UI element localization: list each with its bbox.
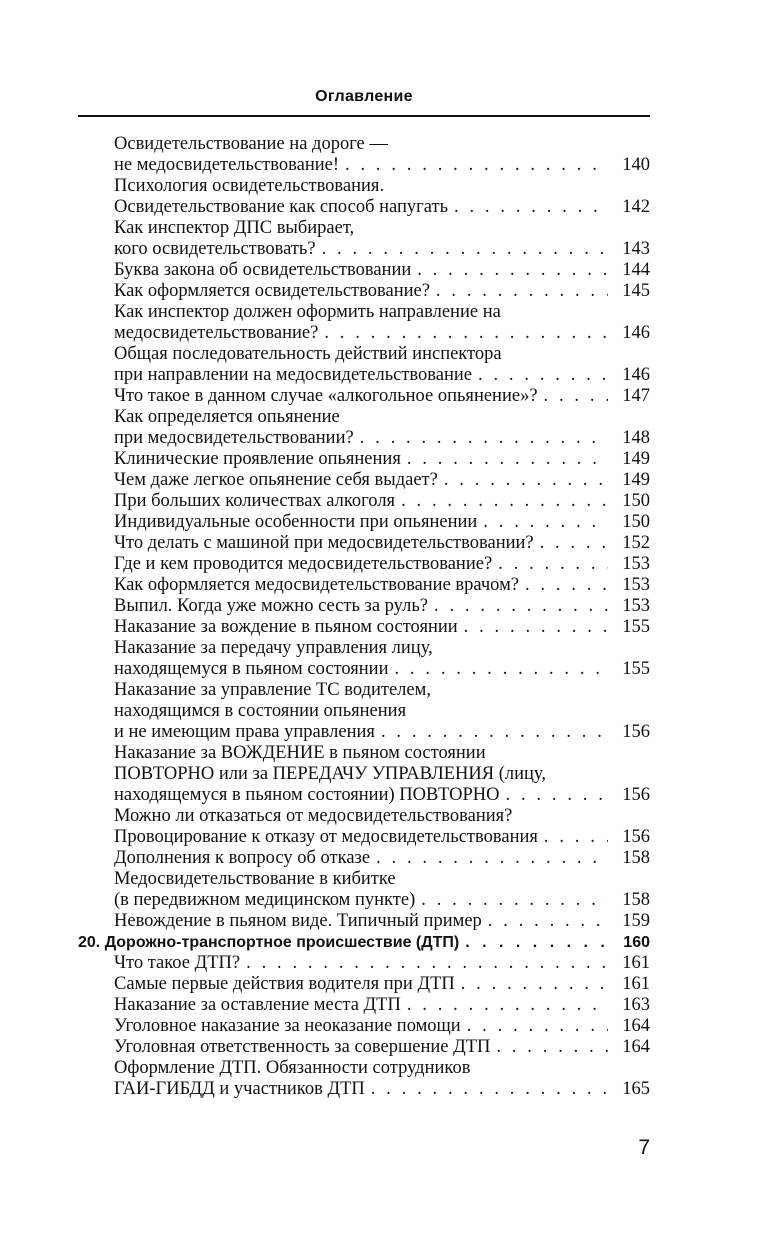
toc-entry-title: Наказание за оставление места ДТП <box>114 995 401 1015</box>
toc-entry <box>78 554 650 575</box>
toc-entry-line <box>78 785 650 806</box>
dot-leader <box>407 449 608 470</box>
dot-leader <box>498 554 608 575</box>
toc-entry-title: При больших количествах алкоголя <box>114 491 396 511</box>
toc-entry-line <box>78 638 650 659</box>
toc-entry-title: ПОВТОРНО или за ПЕРЕДАЧУ УПРАВЛЕНИЯ (лицу, <box>114 764 546 784</box>
toc-entry-title: ГАИ-ГИБДД и участников ДТП <box>114 1079 365 1099</box>
toc-page-number: 163 <box>622 995 650 1015</box>
toc-entry-title: Как инспектор ДПС выбирает, <box>114 218 355 238</box>
toc-entry-line <box>78 974 650 995</box>
toc-page-number: 149 <box>622 470 650 490</box>
toc-chapter <box>78 932 650 953</box>
toc-entry <box>78 134 650 176</box>
toc-entry <box>78 1037 650 1058</box>
toc-entry-title: при медосвидетельствовании? <box>114 428 354 448</box>
toc-entry <box>78 995 650 1016</box>
toc-entry <box>78 743 650 806</box>
toc-page-number: 145 <box>622 281 650 301</box>
toc-entry-line <box>78 827 650 848</box>
toc-entry-line <box>78 680 650 701</box>
dot-leader <box>401 491 608 512</box>
toc-entry <box>78 806 650 848</box>
toc-entry <box>78 218 650 260</box>
toc-page-number: 147 <box>622 386 650 406</box>
dot-leader <box>322 239 608 260</box>
toc-entry <box>78 680 650 743</box>
toc-page-number: 143 <box>622 239 650 259</box>
page-number: 7 <box>638 1136 650 1159</box>
toc-entry-line <box>78 1079 650 1100</box>
toc-entry-title: Самые первые действия водителя при ДТП <box>114 974 455 994</box>
toc-entry <box>78 533 650 554</box>
toc-entry <box>78 848 650 869</box>
toc-page-number: 144 <box>622 260 650 280</box>
toc-entry-line <box>78 218 650 239</box>
toc-entry-title: Что такое ДТП? <box>114 953 241 973</box>
dot-leader <box>434 596 608 617</box>
toc-entry-title: Буква закона об освидетельствовании <box>114 260 412 280</box>
toc-entry-line <box>78 491 650 512</box>
toc-entry-line <box>78 197 650 218</box>
toc-entry-title: Провоцирование к отказу от медосвидетельствования <box>114 827 538 847</box>
toc-entry-title: Медосвидетельствование в кибитке <box>114 869 396 889</box>
toc-entry-title: Что такое в данном случае «алкогольное опьянение»? <box>114 386 538 406</box>
toc-entry-line <box>78 281 650 302</box>
dot-leader <box>421 890 608 911</box>
dot-leader <box>478 365 608 386</box>
toc-entry-line <box>78 323 650 344</box>
toc-page-number: 150 <box>622 491 650 511</box>
toc-entry-title: Индивидуальные особенности при опьянении <box>114 512 478 532</box>
toc-entry-title: находящемуся в пьяном состоянии <box>114 659 389 679</box>
toc-page-number: 161 <box>622 974 650 994</box>
toc-entry-line <box>78 806 650 827</box>
toc-entry-title: кого освидетельствовать? <box>114 239 316 259</box>
toc-entry-line <box>78 848 650 869</box>
toc-page-number: 153 <box>622 575 650 595</box>
toc-entry-title: Наказание за управление ТС водителем, <box>114 680 431 700</box>
dot-leader <box>496 1037 608 1058</box>
toc-entry <box>78 974 650 995</box>
toc-entry-line <box>78 1058 650 1079</box>
toc-page-number: 155 <box>622 659 650 679</box>
dot-leader <box>436 281 608 302</box>
page-header-title: Оглавление <box>315 88 413 105</box>
toc-page-number: 164 <box>622 1037 650 1057</box>
toc-entry-title: Наказание за вождение в пьяном состоянии <box>114 617 458 637</box>
toc-entry-line <box>78 1037 650 1058</box>
toc-entry-title: находящемуся в пьяном состоянии) ПОВТОРНО <box>114 785 500 805</box>
dot-leader <box>467 1016 608 1037</box>
toc-entry-title: Выпил. Когда уже можно сесть за руль? <box>114 596 429 616</box>
toc-entry-title: находящимся в состоянии опьянения <box>114 701 407 721</box>
dot-leader <box>525 575 608 596</box>
dot-leader <box>324 323 608 344</box>
toc-page-number: 156 <box>622 827 650 847</box>
toc-entry-line <box>78 407 650 428</box>
toc-entry <box>78 449 650 470</box>
toc-entry <box>78 638 650 680</box>
toc-entry-title: Чем даже легкое опьянение себя выдает? <box>114 470 438 490</box>
toc-page-number: 153 <box>622 596 650 616</box>
toc-page-number: 160 <box>623 934 650 951</box>
dot-leader <box>540 533 608 554</box>
toc-entry <box>78 386 650 407</box>
toc-page-number: 152 <box>622 533 650 553</box>
dot-leader <box>464 617 608 638</box>
toc-entry-line <box>78 176 650 197</box>
toc-entry <box>78 617 650 638</box>
toc-entry <box>78 281 650 302</box>
toc-entry-line <box>78 428 650 449</box>
toc-page-number: 155 <box>622 617 650 637</box>
toc-entry-title: Психология освидетельствования. <box>114 176 385 196</box>
toc-page-number: 161 <box>622 953 650 973</box>
toc-entry-line <box>78 575 650 596</box>
toc-entry-title: Наказание за передачу управления лицу, <box>114 638 433 658</box>
toc-entry-line <box>78 953 650 974</box>
toc-page-number: 158 <box>622 848 650 868</box>
toc-entry-line <box>78 890 650 911</box>
toc-entry <box>78 1016 650 1037</box>
toc-entry-line <box>78 764 650 785</box>
toc-entry-line <box>78 134 650 155</box>
toc-entry <box>78 596 650 617</box>
toc-entry-line <box>78 722 650 743</box>
dot-leader <box>506 785 608 806</box>
dot-leader <box>544 386 608 407</box>
dot-leader <box>465 932 608 953</box>
toc-entry-title: (в передвижном медицинском пункте) <box>114 890 416 910</box>
toc-entry-title: Невождение в пьяном виде. Типичный пример <box>114 911 482 931</box>
toc-page-number: 146 <box>622 365 650 385</box>
toc-entry-line <box>78 470 650 491</box>
toc-page-number: 142 <box>622 197 650 217</box>
toc-entry <box>78 302 650 344</box>
toc-entry <box>78 260 650 281</box>
dot-leader <box>407 995 608 1016</box>
toc-entry-line <box>78 617 650 638</box>
toc-entry-title: Как инспектор должен оформить направление на <box>114 302 501 322</box>
toc-page-number: 156 <box>622 722 650 742</box>
toc-entry-line <box>78 260 650 281</box>
dot-leader <box>544 827 608 848</box>
toc-entry <box>78 407 650 449</box>
toc-entry <box>78 512 650 533</box>
toc-entry-line <box>78 302 650 323</box>
dot-leader <box>454 197 608 218</box>
toc-entry-line <box>78 596 650 617</box>
toc-entry <box>78 470 650 491</box>
dot-leader <box>360 428 608 449</box>
toc-entry <box>78 1058 650 1100</box>
toc-entry <box>78 911 650 932</box>
toc-entry-line <box>78 911 650 932</box>
toc-page-number: 140 <box>622 155 650 175</box>
toc-entry-line <box>78 554 650 575</box>
toc-page-number: 158 <box>622 890 650 910</box>
toc-entry-title: Как определяется опьянение <box>114 407 340 427</box>
toc-page-number: 149 <box>622 449 650 469</box>
toc-entry-line <box>78 365 650 386</box>
toc-entry <box>78 176 650 218</box>
toc-entry <box>78 344 650 386</box>
toc-entry-line <box>78 386 650 407</box>
dot-leader <box>371 1079 608 1100</box>
toc-entry-line <box>78 995 650 1016</box>
dot-leader <box>246 953 608 974</box>
toc-entry-title: Можно ли отказаться от медосвидетельствования? <box>114 806 513 826</box>
toc-entry-line <box>78 344 650 365</box>
toc-entry-line <box>78 239 650 260</box>
toc-entry-title: и не имеющим права управления <box>114 722 375 742</box>
toc-page-number: 150 <box>622 512 650 532</box>
dot-leader <box>461 974 608 995</box>
toc-entry <box>78 869 650 911</box>
dot-leader <box>376 848 608 869</box>
toc-entry-line <box>78 932 650 953</box>
dot-leader <box>345 155 608 176</box>
toc-page-number: 153 <box>622 554 650 574</box>
toc-entry <box>78 953 650 974</box>
toc-entry-title: Дополнения к вопросу об отказе <box>114 848 371 868</box>
dot-leader <box>394 659 608 680</box>
toc-entry-line <box>78 1016 650 1037</box>
dot-leader <box>381 722 608 743</box>
toc-entry-title: 20. Дорожно-транспортное происшествие (ДТП) <box>78 934 460 951</box>
toc-entry-line <box>78 659 650 680</box>
toc-entry-title: Уголовная ответственность за совершение ДТП <box>114 1037 491 1057</box>
toc-entry-line <box>78 512 650 533</box>
toc-page-number: 146 <box>622 323 650 343</box>
toc-entry-line <box>78 701 650 722</box>
toc-entry-title: Где и кем проводится медосвидетельствование? <box>114 554 493 574</box>
toc-entry <box>78 491 650 512</box>
toc-entry-title: Как оформляется медосвидетельствование врачом? <box>114 575 519 595</box>
dot-leader <box>483 512 608 533</box>
toc-entry-title: Уголовное наказание за неоказание помощи <box>114 1016 461 1036</box>
toc-entry-title: Клинические проявление опьянения <box>114 449 401 469</box>
toc-page-number: 165 <box>622 1079 650 1099</box>
toc-page-number: 156 <box>622 785 650 805</box>
toc-entry-line <box>78 155 650 176</box>
dot-leader <box>444 470 608 491</box>
table-of-contents <box>78 134 650 1100</box>
toc-entry-line <box>78 533 650 554</box>
toc-entry-line <box>78 869 650 890</box>
toc-entry-title: Освидетельствование как способ напугать <box>114 197 449 217</box>
dot-leader <box>488 911 608 932</box>
toc-entry <box>78 575 650 596</box>
toc-page-number: 159 <box>622 911 650 931</box>
toc-entry-title: медосвидетельствование? <box>114 323 319 343</box>
toc-entry-title: Как оформляется освидетельствование? <box>114 281 430 301</box>
dot-leader <box>417 260 608 281</box>
toc-entry-title: Общая последовательность действий инспектора <box>114 344 502 364</box>
toc-entry-title: Оформление ДТП. Обязанности сотрудников <box>114 1058 471 1078</box>
toc-entry-line <box>78 449 650 470</box>
toc-entry-title: Освидетельствование на дороге — <box>114 134 388 154</box>
toc-entry-title: при направлении на медосвидетельствование <box>114 365 473 385</box>
header-divider <box>78 115 650 117</box>
toc-page-number: 164 <box>622 1016 650 1036</box>
toc-entry-line <box>78 743 650 764</box>
toc-entry-title: не медосвидетельствование! <box>114 155 339 175</box>
toc-entry-title: Наказание за ВОЖДЕНИЕ в пьяном состоянии <box>114 743 486 763</box>
toc-entry-title: Что делать с машиной при медосвидетельствовании? <box>114 533 534 553</box>
toc-page-number: 148 <box>622 428 650 448</box>
